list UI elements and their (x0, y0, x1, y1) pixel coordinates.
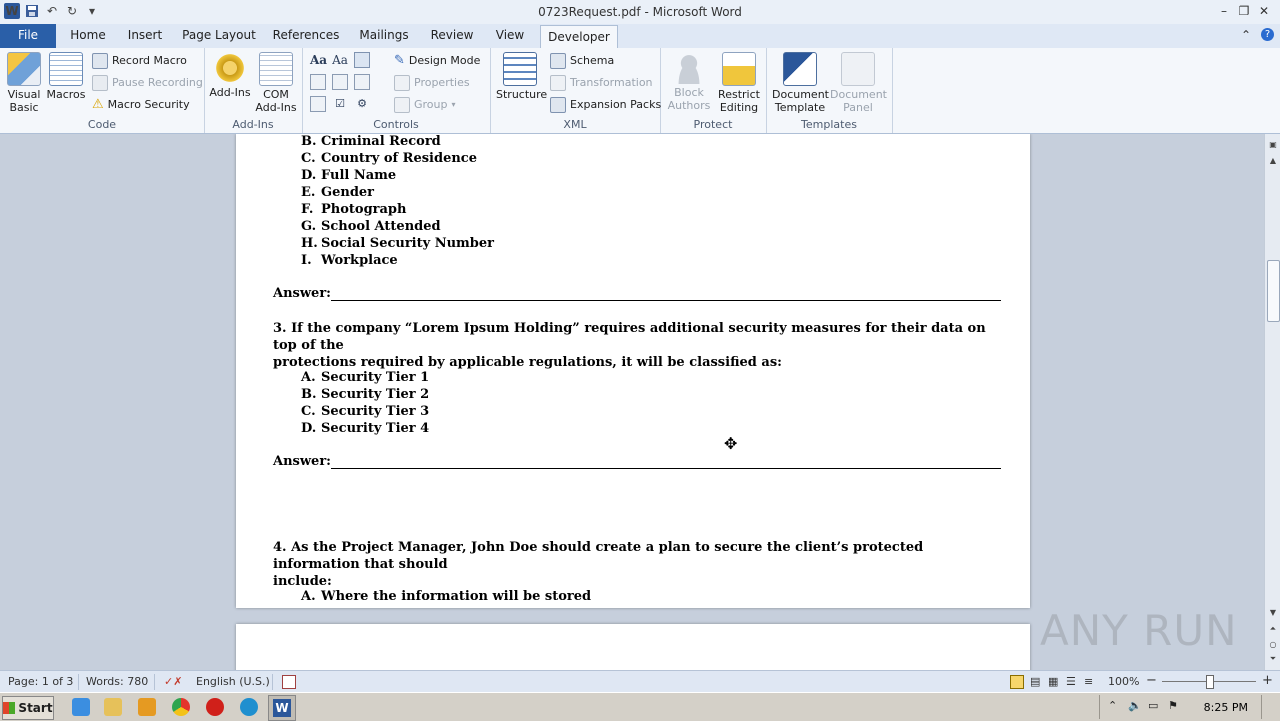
watermark: ANY RUN (1040, 606, 1238, 655)
expansion-packs-button[interactable] (550, 96, 661, 114)
structure-icon (503, 52, 537, 86)
design-mode-label: Design Mode (408, 54, 481, 67)
vertical-scrollbar[interactable] (1264, 134, 1280, 670)
question-3 (273, 320, 993, 371)
language[interactable]: English (U.S.) (196, 675, 270, 688)
volume-icon[interactable]: 🔈 (1128, 699, 1142, 712)
word-icon[interactable]: W (5, 4, 19, 18)
tab-review[interactable]: Review (430, 28, 474, 42)
controls-group-label: Controls (373, 118, 419, 131)
checkbox-control-icon[interactable]: ☑ (335, 97, 345, 110)
document-page[interactable] (236, 134, 1030, 608)
window-controls (1214, 2, 1274, 20)
macros-label: Macros (46, 88, 86, 101)
minimize-ribbon-icon[interactable]: ⌃ (1240, 28, 1251, 42)
visual-basic-label: Visual Basic (7, 88, 41, 114)
divider (154, 674, 155, 690)
previous-page-icon[interactable]: ⏶ (1269, 624, 1277, 633)
list-item: H. Social Security Number (301, 236, 494, 251)
visual-basic-button[interactable] (4, 52, 44, 114)
list-item: B. Criminal Record (301, 134, 441, 149)
list-item: A. Security Tier 1 (301, 370, 430, 385)
move-cursor-icon: ✥ (724, 434, 738, 453)
list-item: F. Photograph (301, 202, 407, 217)
divider (78, 674, 79, 690)
restrict-editing-button[interactable] (716, 52, 762, 114)
schema-button[interactable] (550, 52, 614, 70)
outline-icon[interactable]: ☰ (1066, 675, 1076, 688)
gear-icon (214, 52, 246, 84)
scroll-up-icon[interactable]: ▲ (1269, 156, 1277, 165)
tab-file[interactable]: File (0, 24, 56, 48)
xml-group-label: XML (563, 118, 587, 131)
answer-label: Answer: (273, 286, 331, 301)
pause-recording-label: Pause Recording (112, 76, 203, 89)
list-item: C. Country of Residence (301, 151, 477, 166)
date-picker-control-icon[interactable] (310, 96, 326, 112)
scrollbar-thumb[interactable] (1267, 260, 1280, 322)
answer-line[interactable] (331, 300, 1001, 301)
document-template-button[interactable] (772, 52, 828, 114)
full-screen-reading-icon[interactable]: ▤ (1030, 675, 1041, 688)
word-taskbar-icon: W (273, 699, 291, 717)
lock-icon (722, 52, 756, 86)
print-layout-icon[interactable] (1010, 675, 1024, 689)
group-templates (766, 48, 893, 133)
macro-security-label: Macro Security (107, 98, 190, 111)
group-code (0, 48, 205, 133)
minimize-button[interactable]: – (1221, 4, 1227, 18)
structure-button[interactable] (496, 52, 548, 101)
legacy-tools-icon[interactable]: ⚙ (357, 97, 367, 110)
pause-icon (92, 75, 108, 91)
tab-home[interactable]: Home (70, 28, 106, 42)
properties-icon (394, 75, 410, 91)
web-layout-icon[interactable]: ▦ (1048, 675, 1059, 688)
document-page-2[interactable] (236, 624, 1030, 670)
help-icon[interactable]: ? (1261, 28, 1274, 41)
com-add-ins-icon (259, 52, 293, 86)
schema-icon (550, 53, 566, 69)
macros-icon (49, 52, 83, 86)
transformation-button[interactable] (550, 74, 653, 92)
customize-icon[interactable]: ▾ (88, 4, 96, 18)
show-desktop-button[interactable] (1261, 695, 1276, 719)
visual-basic-icon (7, 52, 41, 86)
group-label: Group (414, 98, 448, 111)
document-panel-button[interactable] (830, 52, 886, 114)
ribbon-tabs (0, 24, 1280, 48)
group-button[interactable] (394, 96, 456, 114)
structure-label: Structure (496, 88, 548, 101)
opera-icon[interactable] (206, 698, 224, 716)
tab-references[interactable]: References (272, 28, 340, 42)
browse-object-icon[interactable]: ○ (1269, 640, 1277, 649)
pause-recording-button[interactable] (92, 74, 203, 92)
question-4 (273, 539, 993, 590)
block-authors-icon (673, 52, 705, 84)
tab-page-layout[interactable]: Page Layout (182, 28, 256, 42)
redo-icon[interactable]: ↻ (66, 4, 78, 18)
macros-button[interactable] (46, 52, 86, 101)
protect-group-label: Protect (693, 118, 733, 131)
close-button[interactable]: ✕ (1258, 4, 1270, 18)
group-controls (302, 48, 491, 133)
next-page-icon[interactable]: ⏷ (1269, 654, 1277, 663)
scroll-down-icon[interactable]: ▼ (1269, 608, 1277, 617)
plain-text-control-icon[interactable]: Aa (332, 53, 348, 67)
tab-row-controls (1241, 28, 1274, 42)
document-template-icon (783, 52, 817, 86)
windows-logo-icon (3, 702, 15, 714)
start-label: Start (18, 701, 53, 715)
properties-label: Properties (414, 76, 470, 89)
start-button[interactable] (2, 696, 54, 720)
divider (272, 674, 273, 690)
group-icon (394, 97, 410, 113)
transformation-label: Transformation (570, 76, 653, 89)
picture-control-icon[interactable] (354, 52, 370, 68)
drop-down-control-icon[interactable] (354, 74, 370, 90)
question-4-line-1: 4. As the Project Manager, John Doe should create a plan to secure the client’s protected information that should (273, 540, 924, 572)
edge-icon[interactable] (240, 698, 258, 716)
expansion-packs-icon (550, 97, 566, 113)
chrome-icon[interactable] (172, 698, 190, 716)
question-3-line-1: 3. If the company “Lorem Ipsum Holding” requires additional security measures for their data on top of the (273, 321, 986, 353)
tab-developer[interactable]: Developer (540, 25, 618, 49)
tab-insert[interactable]: Insert (127, 28, 163, 42)
tab-mailings[interactable]: Mailings (359, 28, 409, 42)
question-4-line-2: include: (273, 574, 332, 589)
zoom-in-button[interactable]: + (1262, 673, 1273, 688)
list-item: I. Workplace (301, 253, 398, 268)
record-macro-button[interactable] (92, 52, 187, 70)
macro-record-icon[interactable] (282, 675, 296, 689)
add-ins-group-label: Add-Ins (232, 118, 274, 131)
network-icon[interactable]: ▭ (1148, 699, 1159, 712)
ruler-toggle-icon[interactable]: ▣ (1269, 140, 1277, 149)
draft-icon[interactable]: ≡ (1084, 675, 1094, 688)
page-count[interactable]: Page: 1 of 3 (8, 675, 74, 688)
document-panel-icon (841, 52, 875, 86)
design-mode-icon: ✎ (394, 53, 405, 68)
status-bar (0, 670, 1280, 693)
com-add-ins-label: COM Add-Ins (255, 88, 297, 114)
restore-button[interactable]: ❐ (1238, 4, 1250, 18)
block-authors-button[interactable] (666, 52, 712, 112)
block-authors-label: Block Authors (667, 86, 711, 112)
proofing-icon[interactable]: ✓✗ (164, 675, 183, 688)
clock[interactable]: 8:25 PM (1203, 701, 1248, 714)
record-macro-icon (92, 53, 108, 69)
design-mode-button[interactable] (394, 52, 480, 70)
building-block-control-icon[interactable] (310, 74, 326, 90)
list-item: C. Security Tier 3 (301, 404, 430, 419)
document-area (0, 134, 1264, 670)
record-macro-label: Record Macro (112, 54, 187, 67)
ribbon (0, 48, 1280, 134)
com-add-ins-button[interactable] (254, 52, 298, 114)
group-protect (660, 48, 767, 133)
window-title: 0723Request.pdf - Microsoft Word (538, 5, 742, 19)
templates-group-label: Templates (801, 118, 857, 131)
folder-icon[interactable] (104, 698, 122, 716)
answer-line[interactable] (331, 468, 1001, 469)
document-panel-label: Document Panel (830, 88, 887, 114)
transformation-icon (550, 75, 566, 91)
add-ins-label: Add-Ins (209, 86, 251, 99)
taskbar (0, 692, 1280, 721)
word-taskbar-button[interactable] (268, 695, 296, 721)
title-bar (0, 0, 1280, 24)
flag-icon[interactable]: ⚑ (1168, 699, 1178, 712)
document-template-label: Document Template (772, 88, 829, 114)
expansion-packs-label: Expansion Packs (570, 98, 662, 111)
rich-text-control-icon[interactable]: Aa (310, 53, 328, 67)
add-ins-button[interactable] (208, 52, 252, 99)
list-item: B. Security Tier 2 (301, 387, 430, 402)
zoom-slider-thumb[interactable] (1206, 675, 1214, 689)
zoom-level[interactable]: 100% (1108, 675, 1140, 688)
ie-icon[interactable] (72, 698, 90, 716)
tab-view[interactable]: View (495, 28, 525, 42)
undo-icon[interactable]: ↶ (46, 4, 58, 18)
zoom-out-button[interactable]: − (1146, 673, 1157, 688)
group-add-ins (204, 48, 303, 133)
list-item: D. Full Name (301, 168, 397, 183)
tray-expand-icon[interactable]: ⌃ (1108, 699, 1118, 712)
media-player-icon[interactable] (138, 698, 156, 716)
list-item: E. Gender (301, 185, 375, 200)
list-item: A. Where the information will be stored (301, 589, 592, 604)
chevron-down-icon: ▾ (451, 100, 456, 109)
code-group-label: Code (87, 118, 117, 131)
properties-button[interactable] (394, 74, 470, 92)
warning-icon: ⚠ (92, 97, 104, 112)
list-item: D. Security Tier 4 (301, 421, 430, 436)
word-count[interactable]: Words: 780 (86, 675, 149, 688)
answer-label: Answer: (273, 454, 331, 469)
list-item: G. School Attended (301, 219, 441, 234)
schema-label: Schema (570, 54, 615, 67)
group-xml (490, 48, 661, 133)
system-tray (1099, 695, 1280, 719)
restrict-editing-label: Restrict Editing (718, 88, 760, 114)
question-3-line-2: protections required by applicable regulations, it will be classified as: (273, 355, 782, 370)
macro-security-button[interactable] (92, 96, 190, 114)
combo-box-control-icon[interactable] (332, 74, 348, 90)
